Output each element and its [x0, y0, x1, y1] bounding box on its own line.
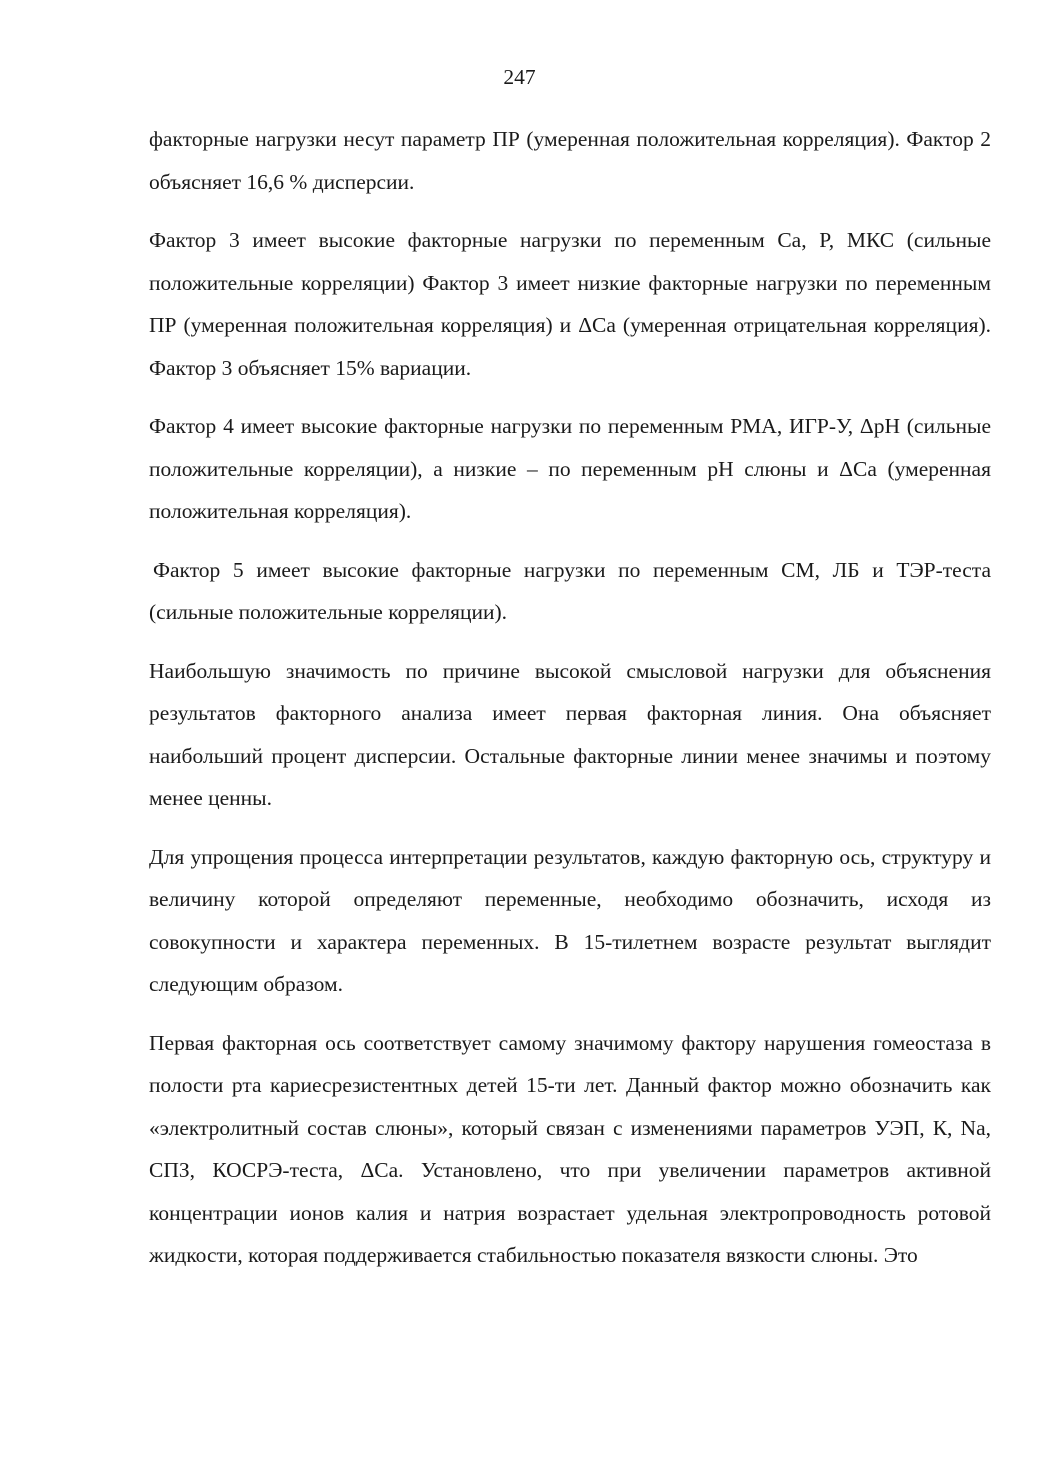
paragraph-interpretation: Для упрощения процесса интерпретации результатов, каждую факторную ось, структуру и величину которой определяют переменные, необходимо обозначить, исходя из совокупности и характера переменных. В 15-тилетнем возрасте результат выглядит следующим образом.: [149, 844, 991, 996]
paragraph-first-axis: Первая факторная ось соответствует самому значимому фактору нарушения гомеостаза в полости рта кариесрезистентных детей 15-ти лет. Данный фактор можно обозначить как «электролитный состав слюны», который связан с изменениями параметров УЭП, К, Na, СПЗ, КОСРЭ-теста, ΔCa. Установлено, что при увеличении параметров активной концентрации ионов калия и натрия возрастает удельная электропроводность ротовой жидкости, которая поддерживается стабильностью показателя вязкости слюны. Это: [149, 1030, 991, 1267]
paragraph-factor-2-continuation: факторные нагрузки несут параметр ПР (умеренная положительная корреляция). Фактор 2 объясняет 16,6 % дисперсии.: [149, 127, 991, 194]
paragraph-significance: Наибольшую значимость по причине высокой смысловой нагрузки для объяснения результатов факторного анализа имеет первая факторная линия. Она объясняет наибольший процент дисперсии. Остальные факторные линии менее значимы и поэтому менее ценны.: [149, 658, 991, 810]
body-text: [149, 118, 991, 1293]
page-number: 247: [503, 65, 536, 89]
paragraph-factor-5: Фактор 5 имеет высокие факторные нагрузки по переменным СМ, ЛБ и ТЭР-теста (сильные положительные корреляции).: [149, 557, 991, 624]
paragraph-factor-4: Фактор 4 имеет высокие факторные нагрузки по переменным РМА, ИГР-У, ΔpH (сильные положительные корреляции), а низкие – по переменным pH слюны и ΔCa (умеренная положительная корреляция).: [149, 414, 991, 523]
paragraph-factor-3: Фактор 3 имеет высокие факторные нагрузки по переменным Ca, P, МКС (сильные положительные корреляции) Фактор 3 имеет низкие факторные нагрузки по переменным ПР (умеренная положительная корреляция) и ΔCa (умеренная отрицательная корреляция). Фактор 3 объясняет 15% вариации.: [149, 228, 991, 380]
